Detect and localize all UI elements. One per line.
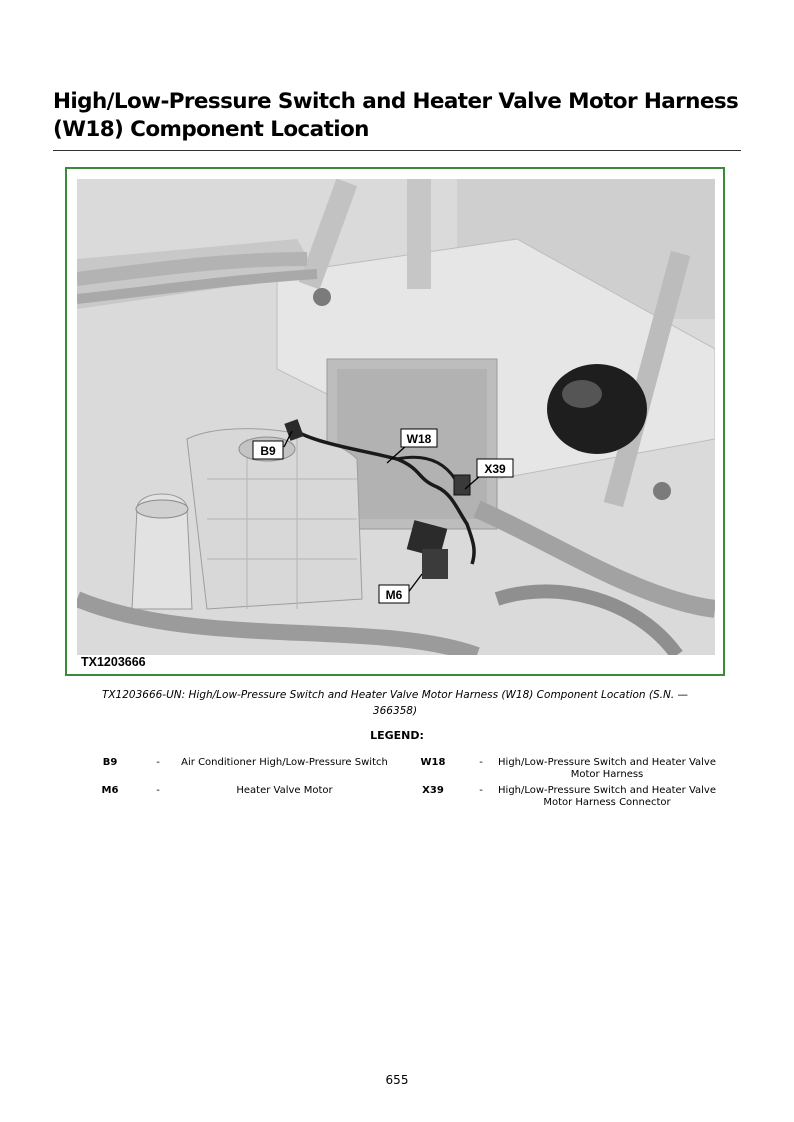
legend-description: High/Low-Pressure Switch and Heater Valve Motor Harness Connector (498, 785, 716, 808)
legend-title: LEGEND: (370, 729, 424, 742)
legend-dash: - (156, 757, 160, 768)
legend-description: Heater Valve Motor (236, 785, 333, 796)
legend-row (0, 757, 794, 787)
legend-dash: - (479, 785, 483, 796)
callout-w18: W18 (406, 432, 432, 446)
legend-dash: - (156, 785, 160, 796)
figure-id-label: TX1203666 (81, 655, 146, 669)
figure-caption: TX1203666-UN: High/Low-Pressure Switch and Heater Valve Motor Harness (W18) Component Location (S.N. —366358) (101, 689, 689, 717)
page-number: 655 (385, 1073, 409, 1087)
callout-m6: M6 (385, 588, 403, 602)
title-divider (53, 150, 741, 151)
legend-code: B9 (102, 757, 118, 768)
component-figure (65, 167, 725, 676)
legend-code: W18 (420, 757, 446, 768)
legend-code: M6 (101, 785, 119, 796)
legend-code: X39 (422, 785, 444, 796)
legend-description: High/Low-Pressure Switch and Heater Valve Motor Harness (498, 757, 716, 780)
legend-row (0, 785, 794, 815)
legend-description: Air Conditioner High/Low-Pressure Switch (181, 757, 388, 768)
legend-dash: - (479, 757, 483, 768)
callout-b9: B9 (260, 444, 276, 458)
engine-bay-illustration (77, 179, 715, 655)
page-title: High/Low-Pressure Switch and Heater Valve Motor Harness (W18) Component Location (53, 89, 739, 142)
callout-x39: X39 (484, 462, 506, 476)
